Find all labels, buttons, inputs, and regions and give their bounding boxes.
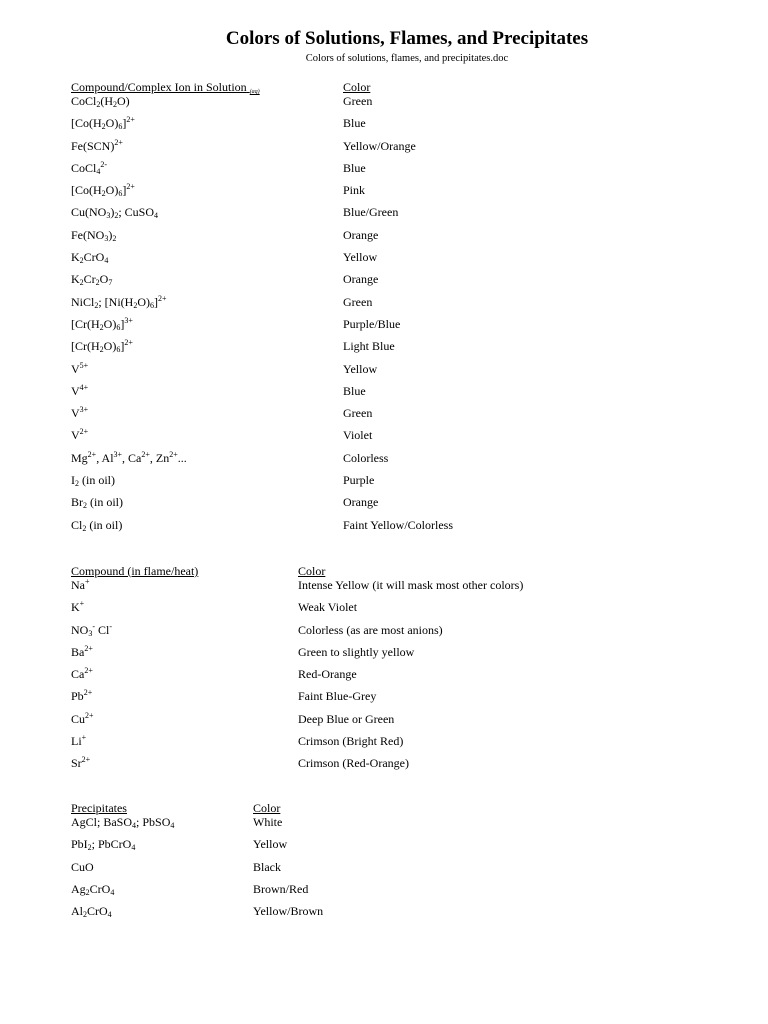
flames-compound: $Ba^{2+}$ xyxy=(71,643,93,659)
solutions-compound: $[Cr(H_2O)_6]^{2+}$ xyxy=(71,338,133,355)
solutions-compound: $Fe(NO_3)_2$ xyxy=(71,227,117,243)
solutions-compound: Fe(SCN)$^{2+}$ xyxy=(71,137,123,153)
solutions-compound: $[Co(H_2O)_6]^{2+}$ xyxy=(71,182,135,199)
solutions-color: Light Blue xyxy=(343,339,395,354)
solutions-color: Yellow xyxy=(343,361,378,376)
precipitates-compound: PbI$_2$; PbCrO$_4$ xyxy=(71,837,136,853)
solutions-compound: $Br_2$ (in oil) xyxy=(71,495,123,511)
precipitates-compound: $Al_2CrO_4$ xyxy=(71,904,112,920)
flames-compound: K+ xyxy=(71,599,85,615)
solutions-color: Blue xyxy=(343,383,366,398)
solutions-compound: $Mg^{2+}$, $Al^{3+}$, $Ca^{2+}$, $Zn^{2+}$... xyxy=(71,449,187,465)
solutions-header-compound: Compound/Complex Ion in Solution (aq) xyxy=(71,80,260,95)
solutions-color: Purple xyxy=(343,473,375,488)
solutions-color: Orange xyxy=(343,227,379,242)
flames-color: Crimson (Bright Red) xyxy=(298,734,404,749)
solutions-compound: $K_2Cr_2O_7$ xyxy=(71,272,113,288)
flames-color: Green to slightly yellow xyxy=(298,644,415,659)
solutions-compound: $V^{3+}$ xyxy=(71,405,89,421)
solutions-color: Colorless xyxy=(343,450,389,465)
precipitates-compound: AgCl; BaSO$_4$; PbSO$_4$ xyxy=(71,815,175,830)
flames-compound: Na+ xyxy=(71,577,90,592)
flames-color: Intense Yellow (it will mask most other colors) xyxy=(298,578,524,592)
solutions-color: Blue xyxy=(343,160,366,175)
flames-color: Red-Orange xyxy=(298,667,357,682)
page-title: Colors of Solutions, Flames, and Precipitates xyxy=(225,28,589,49)
flames-compound: $Pb^{2+}$ xyxy=(71,688,93,704)
flames-compound: $Sr^{2+}$ xyxy=(71,755,91,771)
solutions-compound: $V^{4+}$ xyxy=(71,382,89,398)
solutions-color: Faint Yellow/Colorless xyxy=(343,517,454,532)
solutions-color: Green xyxy=(343,294,373,309)
solutions-color: Violet xyxy=(343,428,373,443)
flames-color: Deep Blue or Green xyxy=(298,711,395,726)
solutions-color: Green xyxy=(343,406,373,421)
solutions-color: Purple/Blue xyxy=(343,316,401,331)
solutions-color: Blue xyxy=(343,116,366,131)
solutions-compound: $[Cr(H_2O)_6]^{3+}$ xyxy=(71,315,133,332)
precipitates-color: Yellow xyxy=(253,837,288,852)
flames-color: Weak Violet xyxy=(298,600,358,615)
solutions-compound: NiCl$_2$; $[Ni(H_2O)_6]^{2+}$ xyxy=(71,293,167,310)
flames-color: Colorless (as are most anions) xyxy=(298,622,443,637)
flames-compound: $Ca^{2+}$ xyxy=(71,666,93,682)
solutions-color: Yellow/Orange xyxy=(343,138,416,153)
page-subtitle: Colors of solutions, flames, and precipitates.doc xyxy=(305,53,509,64)
precipitates-header-color: Color xyxy=(253,801,281,815)
solutions-compound: $Cu(NO_3)_2$; CuSO$_4$ xyxy=(71,205,159,221)
solutions-color: Green xyxy=(343,94,373,108)
solutions-color: Orange xyxy=(343,495,379,510)
solutions-compound: $[Co(H_2O)_6]^{2+}$ xyxy=(71,115,135,132)
flames-compound: Li+ xyxy=(71,733,87,749)
solutions-header-color: Color xyxy=(343,80,371,94)
solutions-compound: $V^{2+}$ xyxy=(71,427,89,443)
solutions-compound: $K_2CrO_4$ xyxy=(71,250,109,266)
precipitates-color: Yellow/Brown xyxy=(253,904,324,919)
precipitates-compound: $Ag_2CrO_4$ xyxy=(71,881,115,897)
flames-color: Crimson (Red-Orange) xyxy=(298,756,409,771)
solutions-color: Blue/Green xyxy=(343,205,399,220)
flames-header-color: Color xyxy=(298,564,326,578)
solutions-compound: $V^{5+}$ xyxy=(71,360,89,376)
precipitates-header-compound: Precipitates xyxy=(71,801,127,815)
solutions-compound: $CoCl_2(H_2O)$ xyxy=(71,94,130,109)
solutions-color: Orange xyxy=(343,272,379,287)
solutions-compound: CoCl$_4^{2-}$ xyxy=(71,159,108,176)
precipitates-color: Brown/Red xyxy=(253,881,309,896)
solutions-compound: $Cl_2$ (in oil) xyxy=(71,517,123,533)
precipitates-color: White xyxy=(253,815,283,829)
solutions-color: Yellow xyxy=(343,250,378,265)
precipitates-color: Black xyxy=(253,859,281,874)
precipitates-compound: CuO xyxy=(71,859,94,874)
solutions-color: Pink xyxy=(343,183,366,198)
flames-header-compound: Compound (in flame/heat) xyxy=(71,564,199,578)
flames-compound: $Cu^{2+}$ xyxy=(71,710,94,726)
solutions-compound: $I_2$ (in oil) xyxy=(71,473,115,489)
flames-compound: $NO_3^-$ Cl- xyxy=(71,621,113,638)
flames-color: Faint Blue-Grey xyxy=(298,689,377,704)
